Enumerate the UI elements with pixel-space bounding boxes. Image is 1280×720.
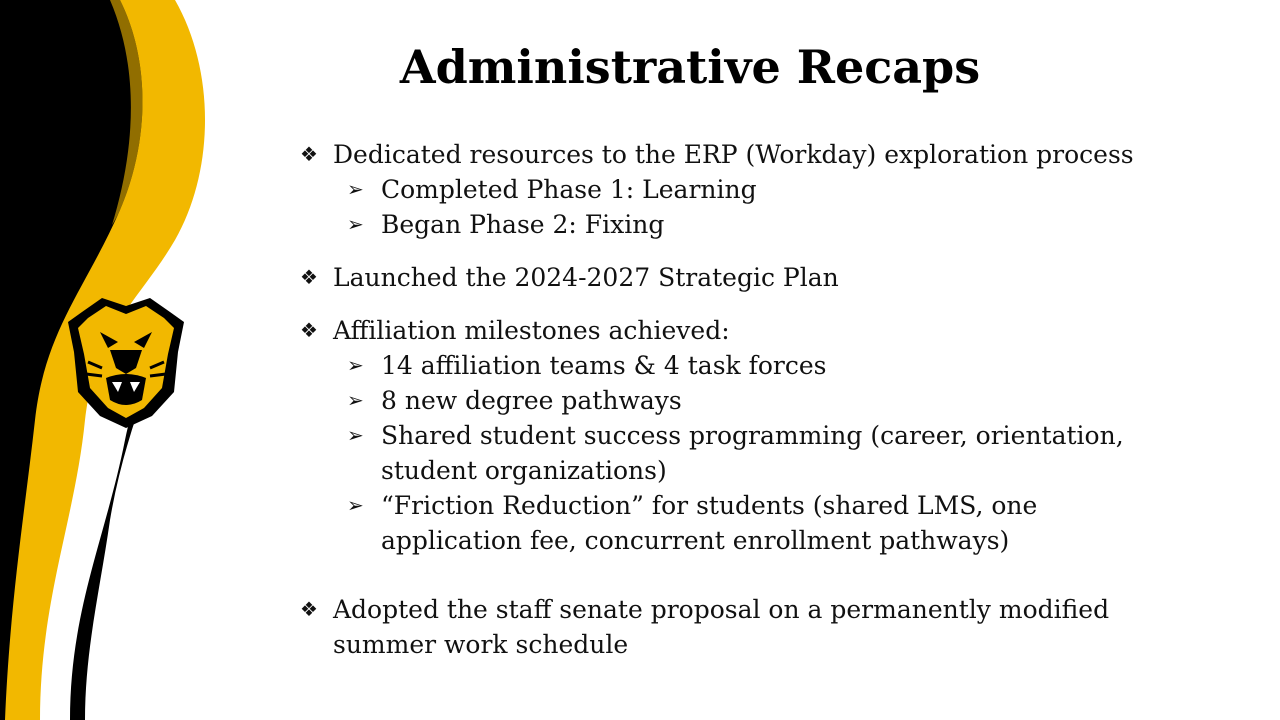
diamond-bullet-icon: ❖ [300,142,318,166]
sub-bullet-text: Began Phase 2: Fixing [381,210,665,239]
bullet-text: Affiliation milestones achieved: [333,316,730,345]
diamond-bullet-icon: ❖ [300,597,318,621]
sub-bullet-text: Completed Phase 1: Learning [381,175,757,204]
sub-bullet-text: Shared student success programming (career, orientation, [381,421,1124,450]
bullet-text: Launched the 2024-2027 Strategic Plan [333,263,839,292]
arrow-bullet-icon: ➢ [347,493,364,517]
sub-bullet-text: “Friction Reduction” for students (shared LMS, one [381,491,1038,520]
sub-bullet-text: application fee, concurrent enrollment pathways) [381,526,1010,555]
arrow-bullet-icon: ➢ [347,423,364,447]
sub-list-item-continuation [300,453,1260,488]
list-item-continuation [300,627,1260,662]
list-item [300,137,1260,172]
sub-list-item [300,172,1260,207]
list-item [300,260,1260,295]
sub-list-item-continuation [300,523,1260,558]
bullet-text: Dedicated resources to the ERP (Workday) exploration process [333,140,1134,169]
tiger-head-logo [62,292,190,430]
sub-list-item [300,383,1260,418]
bullet-text: summer work schedule [333,630,629,659]
diamond-bullet-icon: ❖ [300,318,318,342]
sub-list-item [300,348,1260,383]
sub-list-item [300,418,1260,453]
sub-bullet-text: student organizations) [381,456,667,485]
diamond-bullet-icon: ❖ [300,265,318,289]
arrow-bullet-icon: ➢ [347,353,364,377]
sub-bullet-text: 8 new degree pathways [381,386,682,415]
arrow-bullet-icon: ➢ [347,212,364,236]
bullet-text: Adopted the staff senate proposal on a permanently modified [333,595,1110,624]
sub-list-item [300,207,1260,242]
sub-list-item [300,488,1260,523]
arrow-bullet-icon: ➢ [347,177,364,201]
bullet-list [300,137,1260,662]
slide-title: Administrative Recaps [399,40,981,94]
sub-bullet-text: 14 affiliation teams & 4 task forces [381,351,827,380]
list-item [300,592,1260,627]
arrow-bullet-icon: ➢ [347,388,364,412]
list-item [300,313,1260,348]
